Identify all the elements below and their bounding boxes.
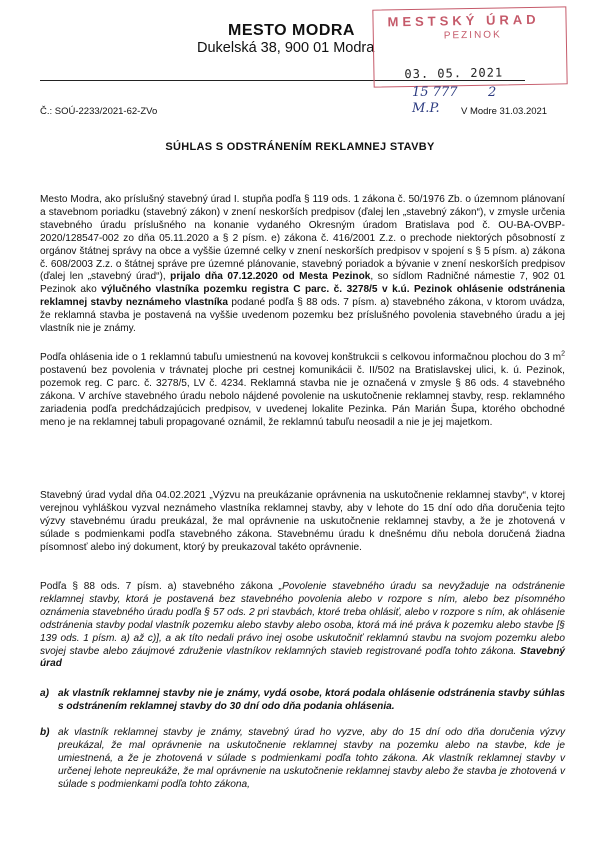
handwritten-initials: M.P. bbox=[412, 101, 440, 116]
municipality-name: MESTO MODRA bbox=[228, 22, 355, 39]
handwritten-attachments: 2 bbox=[488, 85, 497, 100]
handwritten-registry-number: 15 777 bbox=[412, 85, 458, 100]
letter-date: V Modre 31.03.2021 bbox=[461, 106, 548, 117]
municipality-address: Dukelská 38, 900 01 Modra bbox=[197, 40, 375, 56]
paragraph-description: Podľa ohlásenia ide o 1 reklamnú tabuľu umiestnenú na kovovej konštrukcii s celkovou informačnou plochou do 3 $m^2$ postavenú bez povolenia v trávnatej ploche pri cestnej komunikácii č. II/502 na Bratislavskej ulici, k. ú. Pezinok, pozemok reg. C parc. č. 3278/5, LV č. 4234. Reklamná stavba nie je označená v zmysle § 86 ods. 4 stavebného zákona. V archíve stavebného úradu nebolo nájdené povolenie na uskutočnenie reklamnej stavby, resp. reklamného zariadenia podľa predchádzajúcich predpisov, v uvedenej lokalite Pezinka. Pán Marián Šupa, ktorého obchodné meno je na reklamnej tabuli propagované oznámil, že reklamnú tabuľu neosadil a nie je jej majetkom. bbox=[40, 350, 565, 428]
list-item bbox=[40, 727, 565, 792]
list-item-text: ak vlastník reklamnej stavby nie je známy, vydá osobe, ktorá podala ohlásenie odstránenia stavby súhlas s odstránením reklamnej stavby do 30 dní odo dňa podania ohlásenia. bbox=[58, 688, 565, 712]
document-title: SÚHLAS S ODSTRÁNENÍM REKLAMNEJ STAVBY bbox=[165, 141, 435, 153]
paragraph-notice: Stavebný úrad vydal dňa 04.02.2021 „Výzvu na preukázanie oprávnenia na uskutočnenie reklamnej stavby“, v ktorej verejnou vyhláškou vyzval neznámeho vlastníka reklamnej stavby, aby v lehote do 15 dní odo dňa doručenia tejto výzvy stavebnému úradu preukázal, že mal oprávnenie na uskutočnenie reklamnej stavby, a že je zhotovená v súlade s podmienkami podľa stavebného zákona. Stavebnému úradu k dnešnému dňu nebola doručená žiadna písomnosť alebo iný dokument, ktorý by preukazoval takéto oprávnenie. bbox=[40, 490, 565, 553]
stamp-date: 03. 05. 2021 bbox=[404, 65, 504, 82]
list-marker: a) bbox=[40, 688, 49, 699]
list-item-text: ak vlastník reklamnej stavby je známy, stavebný úrad ho vyzve, aby do 15 dní odo dňa doručenia výzvy preukázal, že mal oprávnenie na uskutočnenie reklamnej stavby na pozemku alebo na stavbe, kde je umiestnená, a že je zhotovená v súlade s podmienkami podľa tohto zákona. Ak vlastník reklamnej stavby v určenej lehote nepreukáže, že mal oprávnenie na uskutočnenie reklamnej stavby alebo že stavba je zhotovená v súlade s podmienkami podľa tohto zákona, bbox=[58, 727, 565, 790]
list-marker: b) bbox=[40, 727, 50, 738]
registry-stamp bbox=[372, 6, 567, 87]
stamp-office: MESTSKÝ ÚRAD bbox=[387, 11, 540, 30]
stamp-town: PEZINOK bbox=[443, 29, 502, 42]
paragraph-notification: Mesto Modra, ako príslušný stavebný úrad I. stupňa podľa § 119 ods. 1 zákona č. 50/1976 Zb. o územnom plánovaní a stavebnom poriadku (stavebný zákon) v znení neskorších predpisov (ďalej len „stavebný zákon“), v zmysle určenia stavebného úradu príslušného na konanie vydaného Okresným úradom Bratislava pod č. OU-BA-OVBP-2020/128547-002 zo dňa 05.11.2020 a § 2 písm. e) zákona č. 416/2001 Z.z. o prechode niektorých pôsobností z orgánov štátnej správy na obce a vyššie územné celky v znení neskorších predpisov v spojení s § 5 písm. a) zákona č. 608/2003 Z.z. o štátnej správe pre územné plánovanie, stavebný poriadok a bývanie v znení neskorších predpisov (ďalej len „stavebný úrad“), prijalo dňa 07.12.2020 od Mesta Pezinok, so sídlom Radničné námestie 7, 902 01 Pezinok ako výlučného vlastníka pozemku registra C parc. č. 3278/5 v k.ú. Pezinok ohlásenie odstránenia reklamnej stavby neznámeho vlastníka podané podľa § 88 ods. 7 písm. a) stavebného zákona, v ktorom uvádza, že reklamná stavba je postavená na vyššie uvedenom pozemku bez príslušného povolenia stavebného úradu a jej vlastník nie je známy. bbox=[40, 194, 565, 335]
list-item bbox=[40, 688, 565, 714]
file-number: Č.: SOÚ-2233/2021-62-ZVo bbox=[40, 106, 158, 117]
paragraph-legal-basis: Podľa § 88 ods. 7 písm. a) stavebného zákona „Povolenie stavebného úradu sa nevyžaduje na odstránenie reklamnej stavby, ktorá je postavená bez stavebného povolenia alebo v rozpore s ním, alebo bez písomného oznámenia stavebného úradu podľa § 57 ods. 2 pri stavbách, ktoré treba ohlásiť, alebo v rozpore s ním, ak ohlásenie odstránenia stavby podal vlastník pozemku alebo stavby alebo osoba, ktorá má iné práva k pozemku alebo stavbe [§ 139 ods. 1 písm. a) až c)], a ak títo nedali právo inej osobe uskutočniť reklamnú stavbu na svojom pozemku alebo svojej stavbe alebo záujmové združenie vlastníkov reklamných stavieb registrované podľa tohto zákona. Stavebný úrad bbox=[40, 581, 565, 670]
